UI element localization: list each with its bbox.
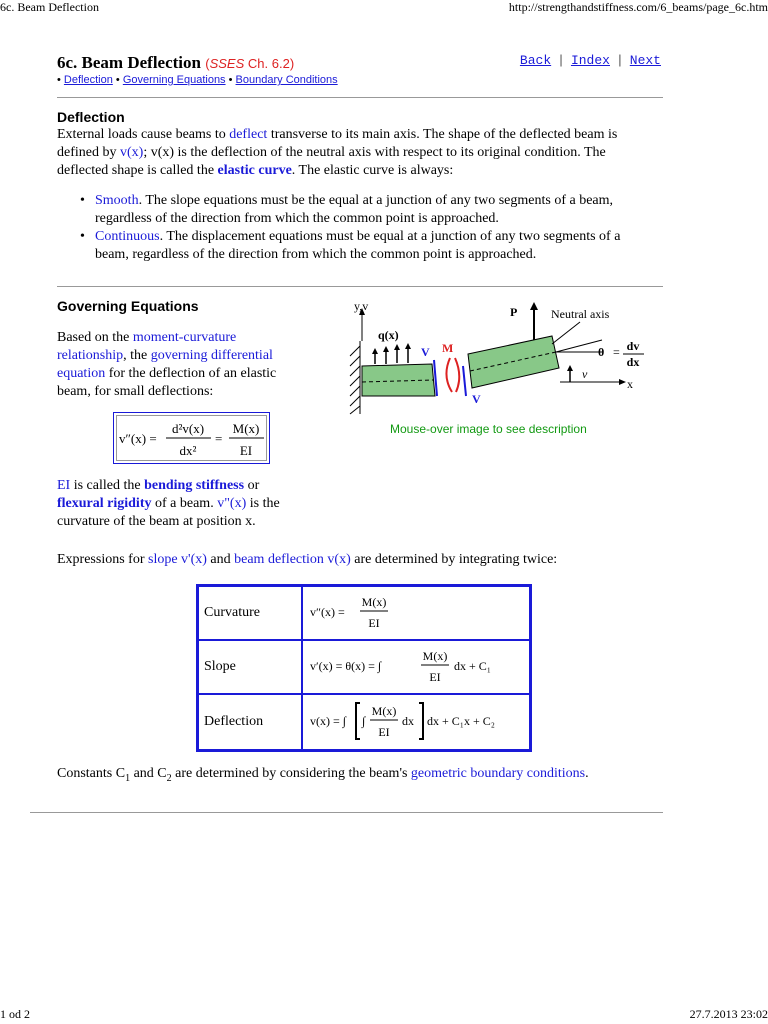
constants-paragraph: Constants $C_1$ and $C_2$ are determined by considering the beam's geometric boundary conditions.	[57, 766, 589, 784]
fixed-support	[350, 341, 360, 414]
governing-equations-heading: Governing Equations	[57, 298, 199, 314]
list-item: • Continuous. The displacement equations must be equal at a junction of any two segments of a beam, regardless of the direction from which the common point is approached.	[57, 228, 657, 264]
row-label: Curvature	[198, 586, 302, 640]
section-link-deflection[interactable]: Deflection	[63, 74, 113, 86]
expressions-paragraph: Expressions for slope v'(x) and beam deflection v(x) are determined by integrating twice:	[57, 552, 558, 567]
curvature-formula	[302, 586, 530, 640]
svg-text:EI: EI	[378, 724, 390, 739]
neutral-axis-pointer	[552, 322, 580, 344]
deflect-link[interactable]: deflect	[229, 127, 268, 142]
point-load-label: P	[510, 305, 518, 319]
svg-text:dx: dx	[402, 713, 414, 728]
svg-text:dx + C₁x + C₂: dx + C₁x + C₂	[427, 713, 495, 728]
section-links: • Deflection • Governing Equations • Boundary Conditions	[57, 74, 338, 86]
x-axis-label: x	[627, 377, 633, 391]
elastic-curve-properties	[57, 192, 657, 264]
theta-dv: dv	[626, 339, 640, 353]
beam-deflection-diagram[interactable]	[340, 296, 665, 416]
table-row	[198, 586, 530, 640]
deflection-label: v	[582, 367, 588, 381]
curvature-link[interactable]: v"(x)	[217, 496, 247, 511]
print-datetime: 27.7.2013 23:02	[689, 1007, 768, 1021]
deflection-formula	[302, 694, 530, 750]
section-link-governing-equations[interactable]: Governing Equations	[122, 74, 226, 86]
beam-segment-left	[362, 364, 435, 396]
row-label: Slope	[198, 640, 302, 694]
slope-formula	[302, 640, 530, 694]
moment-arrow-right	[455, 358, 459, 392]
svg-text:v′(x) = θ(x) = ∫: v′(x) = θ(x) = ∫	[310, 658, 382, 673]
governing-paragraph: Based on the moment-curvature relationship, the governing differential equation for the deflection of an elastic beam, for small deflections:	[57, 330, 277, 399]
stiffness-paragraph: EI is called the bending stiffness or flexural rigidity of a beam. v"(x) is the curvature of the beam at position x.	[57, 478, 280, 529]
continuous-link[interactable]: Continuous	[95, 229, 160, 244]
svg-text:v″(x) =: v″(x) =	[310, 604, 345, 619]
textbook-reference: (SSES Ch. 6.2)	[205, 56, 295, 71]
point-load-arrowhead	[530, 302, 538, 310]
shear-label-left: V	[421, 345, 430, 359]
svg-text:M(x): M(x)	[232, 421, 260, 436]
svg-text:EI: EI	[429, 669, 441, 684]
divider	[30, 812, 663, 813]
deflection-arrowhead	[567, 365, 573, 371]
moment-arrow-left	[446, 358, 452, 392]
moment-curvature-link[interactable]: moment-curvature relationship	[57, 330, 237, 363]
textbook-reference-link[interactable]: SSES	[209, 56, 245, 71]
ei-link[interactable]: EI	[57, 478, 71, 493]
diagram-caption: Mouse-over image to see description	[390, 422, 587, 436]
neutral-axis-label: Neutral axis	[551, 307, 610, 321]
list-item: • Smooth. The slope equations must be the equal at a junction of any two segments of a beam, regardless of the direction from which the common point is approached.	[57, 192, 657, 228]
index-link[interactable]: Index	[570, 53, 610, 68]
page-navigation: Back | Index | Next	[519, 53, 661, 68]
svg-text:M(x): M(x)	[422, 648, 448, 663]
divider	[57, 286, 663, 287]
slope-link[interactable]: slope v'(x)	[148, 552, 207, 567]
theta-label: θ	[598, 345, 605, 359]
svg-text:dx²: dx²	[179, 443, 197, 458]
integration-table	[196, 584, 532, 752]
governing-equation-box	[113, 412, 270, 464]
moment-label: M	[442, 341, 454, 355]
svg-text:dx + C₁: dx + C₁	[454, 658, 491, 673]
deflection-paragraph: External loads cause beams to deflect transverse to its main axis. The shape of the deflected beam is defined by v(x); v(x) is the deflection of the neutral axis with respect to its original condition. The deflected shape is called the elastic curve. The elastic curve is always:	[57, 127, 618, 178]
vx-link[interactable]: v(x)	[119, 145, 144, 160]
divider	[57, 97, 663, 98]
svg-text:M(x): M(x)	[361, 594, 387, 609]
y-axis-label: y,v	[354, 299, 369, 313]
elastic-curve-term: elastic curve	[217, 163, 292, 178]
bending-stiffness-term: bending stiffness	[144, 478, 245, 493]
svg-text:∫: ∫	[362, 713, 366, 728]
row-label: Deflection	[198, 694, 302, 750]
smooth-link[interactable]: Smooth	[95, 193, 139, 208]
beam-segment-right	[468, 336, 559, 388]
back-link[interactable]: Back	[519, 53, 552, 68]
print-header-title: 6c. Beam Deflection	[0, 0, 99, 14]
load-label: q(x)	[378, 328, 399, 342]
governing-equation-link[interactable]: governing differential equation	[57, 348, 273, 381]
table-row	[198, 694, 530, 750]
next-link[interactable]: Next	[629, 53, 661, 68]
boundary-conditions-link[interactable]: geometric boundary conditions	[410, 766, 586, 781]
beam-deflection-link[interactable]: beam deflection v(x)	[234, 552, 351, 567]
x-axis-arrow	[619, 379, 626, 385]
svg-text:v″(x) =: v″(x) =	[119, 431, 157, 446]
svg-text:M(x): M(x)	[371, 703, 397, 718]
svg-text:d²v(x): d²v(x)	[171, 421, 205, 436]
distributed-load	[372, 343, 411, 364]
governing-equation	[114, 413, 269, 463]
print-header-url: http://strengthandstiffness.com/6_beams/page_6c.htm	[508, 0, 768, 14]
flexural-rigidity-term: flexural rigidity	[57, 496, 152, 511]
shear-arrow-right	[463, 366, 466, 396]
theta-dx: dx	[626, 355, 640, 369]
section-link-boundary-conditions[interactable]: Boundary Conditions	[235, 74, 338, 86]
svg-text:EI: EI	[368, 615, 380, 630]
svg-text:v(x) = ∫: v(x) = ∫	[310, 713, 347, 728]
page-count: 1 od 2	[0, 1007, 30, 1021]
page-title-text: 6c. Beam Deflection	[57, 53, 201, 72]
page-title	[57, 53, 294, 73]
table-row	[198, 640, 530, 694]
svg-text:=: =	[215, 431, 223, 446]
shear-label-right: V	[472, 392, 481, 406]
tangent-line	[556, 340, 602, 352]
deflection-heading: Deflection	[57, 109, 125, 125]
theta-equals: =	[613, 345, 620, 359]
svg-text:EI: EI	[239, 443, 253, 458]
